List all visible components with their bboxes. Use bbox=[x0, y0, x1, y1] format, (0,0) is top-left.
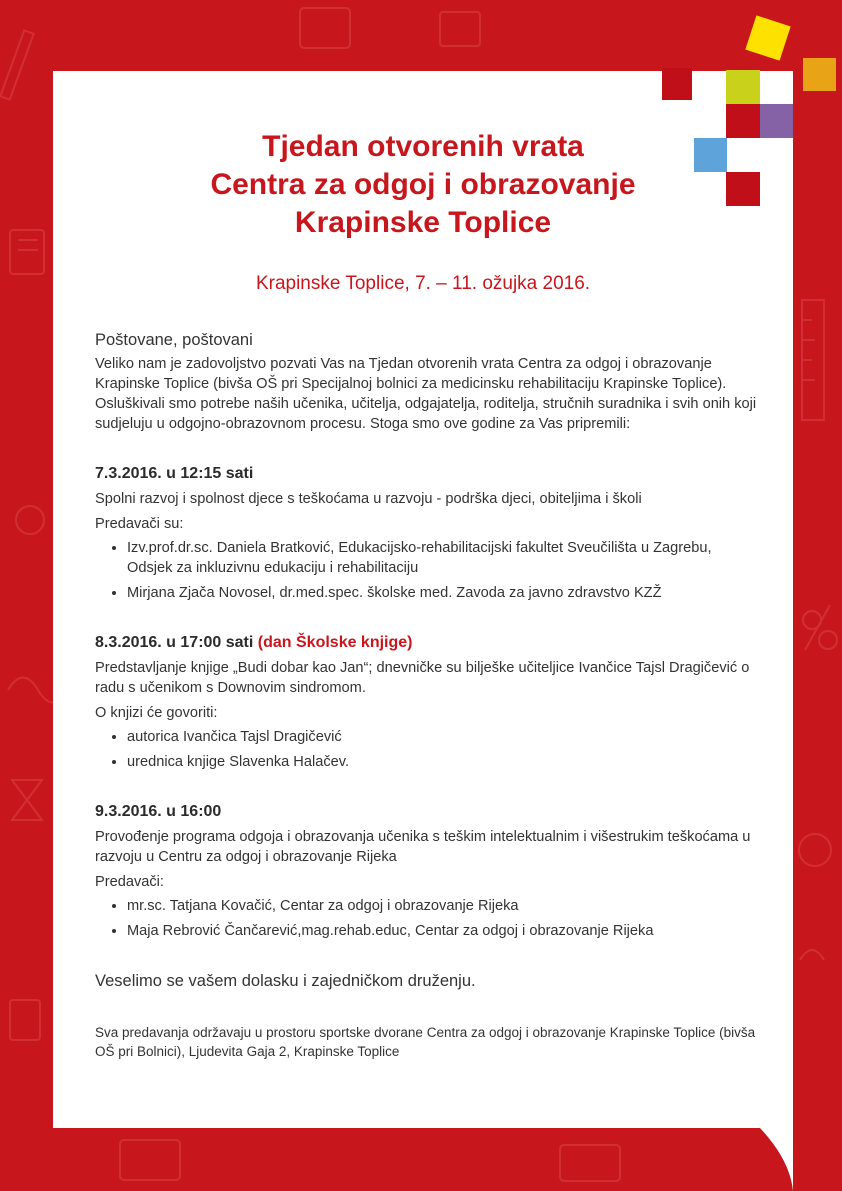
event-section-2 bbox=[95, 633, 760, 772]
speakers-label: Predavači su: bbox=[95, 516, 184, 532]
speakers-label: Predavači: bbox=[95, 874, 164, 890]
title-line-1: Tjedan otvorenih vrata bbox=[262, 130, 584, 163]
intro-paragraph: Veliko nam je zadovoljstvo pozvati Vas na Tjedan otvorenih vrata Centra za odgoj i obrazovanje Krapinske Toplice (bivša OŠ pri Specijalnoj bolnici za medicinsku rehabilitaciju Krapinske Toplice). Osluškivali smo potrebe naših učenika, učitelja, odgajatelja, roditelja, stručnih suradnika i svih onih koji sudjeluju u odgojno-obrazovnom procesu. Stoga smo ove godine za Vas pripremili: bbox=[95, 356, 757, 432]
book-icon bbox=[10, 230, 44, 274]
title-line-3: Krapinske Toplice bbox=[294, 206, 552, 239]
event-date-text: 9.3.2016. u 16:00 bbox=[95, 803, 222, 820]
event-date-text: 7.3.2016. u 12:15 sati bbox=[95, 465, 254, 482]
event-date bbox=[95, 633, 760, 653]
event-highlight: (dan Školske knjige) bbox=[257, 634, 413, 651]
page-title bbox=[53, 128, 793, 242]
closing-line: Veselimo se vašem dolasku i zajedničkom druženju. bbox=[95, 972, 476, 990]
list-item: • autorica Ivančica Tajsl Dragičević bbox=[127, 727, 760, 747]
list-item: • Izv.prof.dr.sc. Daniela Bratković, Edukacijsko-rehabilitacijski fakultet Sveučilišta u Zagrebu, Odsjek za inkluzivnu edukaciju i rehabilitaciju bbox=[127, 538, 760, 578]
deco-square-orange bbox=[803, 58, 836, 91]
scissors-icon bbox=[803, 605, 837, 650]
greeting: Poštovane, poštovani bbox=[95, 331, 253, 349]
event-description: Predstavljanje knjige „Budi dobar kao Jan“; dnevničke su bilješke učiteljice Ivančice Tajsl Dragičević o radu s učenikom s Downovim sindromom. bbox=[95, 660, 750, 696]
event-date-text: 8.3.2016. u 17:00 sati bbox=[95, 634, 254, 651]
list-item: • Mirjana Zjača Novosel, dr.med.spec. školske med. Zavoda za javno zdravstvo KZŽ bbox=[127, 583, 760, 603]
speakers-list bbox=[95, 727, 760, 772]
list-item: • urednica knjige Slavenka Halačev. bbox=[127, 752, 760, 772]
title-line-2: Centra za odgoj i obrazovanje bbox=[210, 168, 636, 201]
list-item: • mr.sc. Tatjana Kovačić, Centar za odgoj i obrazovanje Rijeka bbox=[127, 896, 760, 916]
ruler-icon bbox=[802, 300, 824, 420]
event-date-location: Krapinske Toplice, 7. – 11. ožujka 2016. bbox=[255, 273, 591, 294]
event-date bbox=[95, 464, 760, 484]
event-section-1 bbox=[95, 464, 760, 603]
deco-square-lime bbox=[726, 70, 760, 104]
event-description: Provođenje programa odgoja i obrazovanja učenika s teškim intelektualnim i višestrukim teškoćama u razvoju u Centru za odgoj i obrazovanje Rijeka bbox=[95, 829, 751, 865]
card-tail bbox=[700, 1120, 800, 1191]
speakers-list bbox=[95, 896, 760, 941]
venue-note: Sva predavanja održavaju u prostoru sportske dvorane Centra za odgoj i obrazovanje Krapinske Toplice (bivša OŠ pri Bolnici), Ljudevita Gaja 2, Krapinske Toplice bbox=[95, 1025, 756, 1059]
deco-square-darkred-1 bbox=[662, 68, 692, 100]
letter-body bbox=[95, 330, 760, 1061]
event-date bbox=[95, 802, 760, 822]
speakers-label: O knjizi će govoriti: bbox=[95, 705, 218, 721]
event-section-3 bbox=[95, 802, 760, 941]
hourglass-icon bbox=[12, 780, 42, 820]
speakers-list bbox=[95, 538, 760, 603]
event-description: Spolni razvoj i spolnost djece s teškoćama u razvoju - podrška djeci, obiteljima i školi bbox=[95, 491, 642, 507]
pencil-icon bbox=[0, 30, 33, 99]
list-item: • Maja Rebrović Čančarević,mag.rehab.educ, Centar za odgoj i obrazovanje Rijeka bbox=[127, 921, 760, 941]
